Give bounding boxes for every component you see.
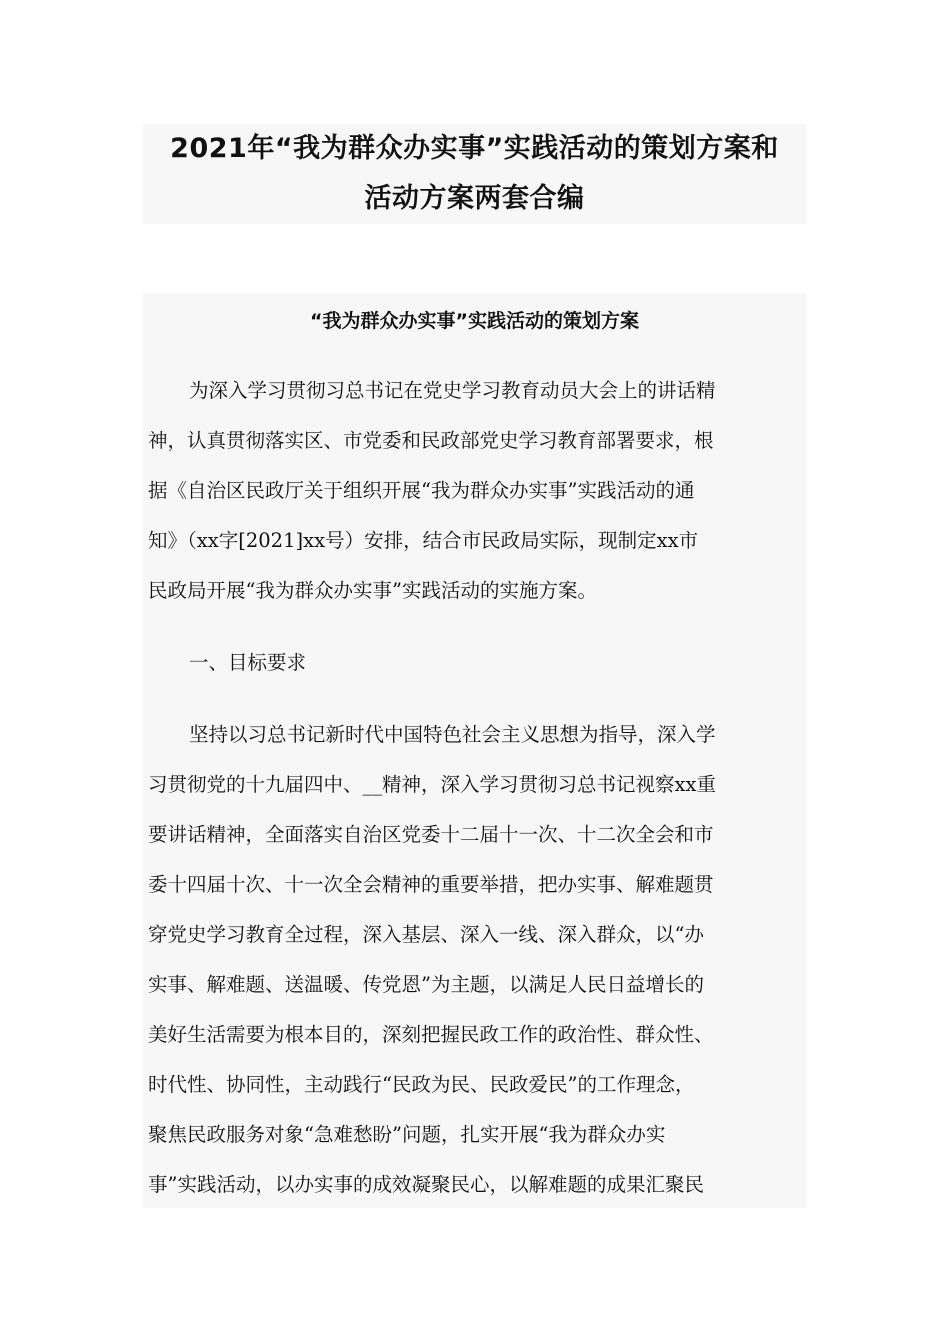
document-title-block [143,124,806,224]
document-title-line-2: 活动方案两套合编 [364,183,585,214]
paragraph-line: 委十四届十次、十一次全会精神的重要举措，把办实事、解难题贯 [148,873,714,896]
paragraph-line: 时代性、协同性，主动践行“民政为民、民政爱民”的工作理念， [148,1073,695,1096]
document-body [143,293,806,1208]
paragraph-line: 据《自治区民政厅关于组织开展“我为群众办实事”实践活动的通 [148,479,695,502]
paragraph-line: 穿党史学习教育全过程，深入基层、深入一线、深入群众，以“办 [148,923,704,946]
paragraph-line: 知》（xx字[2021]xx号）安排，结合市民政局实际，现制定xx市 [148,529,699,552]
section-heading: 一、目标要求 [189,651,307,674]
paragraph-line: 美好生活需要为根本目的，深刻把握民政工作的政治性、群众性、 [148,1023,714,1046]
section-title: “我为群众办实事”实践活动的策划方案 [310,310,639,332]
paragraph-line: 坚持以习总书记新时代中国特色社会主义思想为指导，深入学 [189,723,716,746]
document-title-line-1: 2021年“我为群众办实事”实践活动的策划方案和 [170,133,779,164]
paragraph-line: 民政局开展“我为群众办实事”实践活动的实施方案。 [148,579,597,602]
paragraph-line: 实事、解难题、送温暖、传党恩”为主题，以满足人民日益增长的 [148,973,704,996]
paragraph-line: 神，认真贯彻落实区、市党委和民政部党史学习教育部署要求，根 [148,429,714,452]
paragraph-line: 聚焦民政服务对象“急难愁盼”问题，扎实开展“我为群众办实 [148,1123,666,1146]
paragraph-line: 事”实践活动，以办实事的成效凝聚民心，以解难题的成果汇聚民 [148,1173,704,1196]
paragraph-line: 为深入学习贯彻习总书记在党史学习教育动员大会上的讲话精 [189,379,716,402]
paragraph-line: 习贯彻党的十九届四中、__精神，深入学习贯彻习总书记视察xx重 [148,773,716,796]
paragraph-line: 要讲话精神，全面落实自治区党委十二届十一次、十二次全会和市 [148,823,714,846]
